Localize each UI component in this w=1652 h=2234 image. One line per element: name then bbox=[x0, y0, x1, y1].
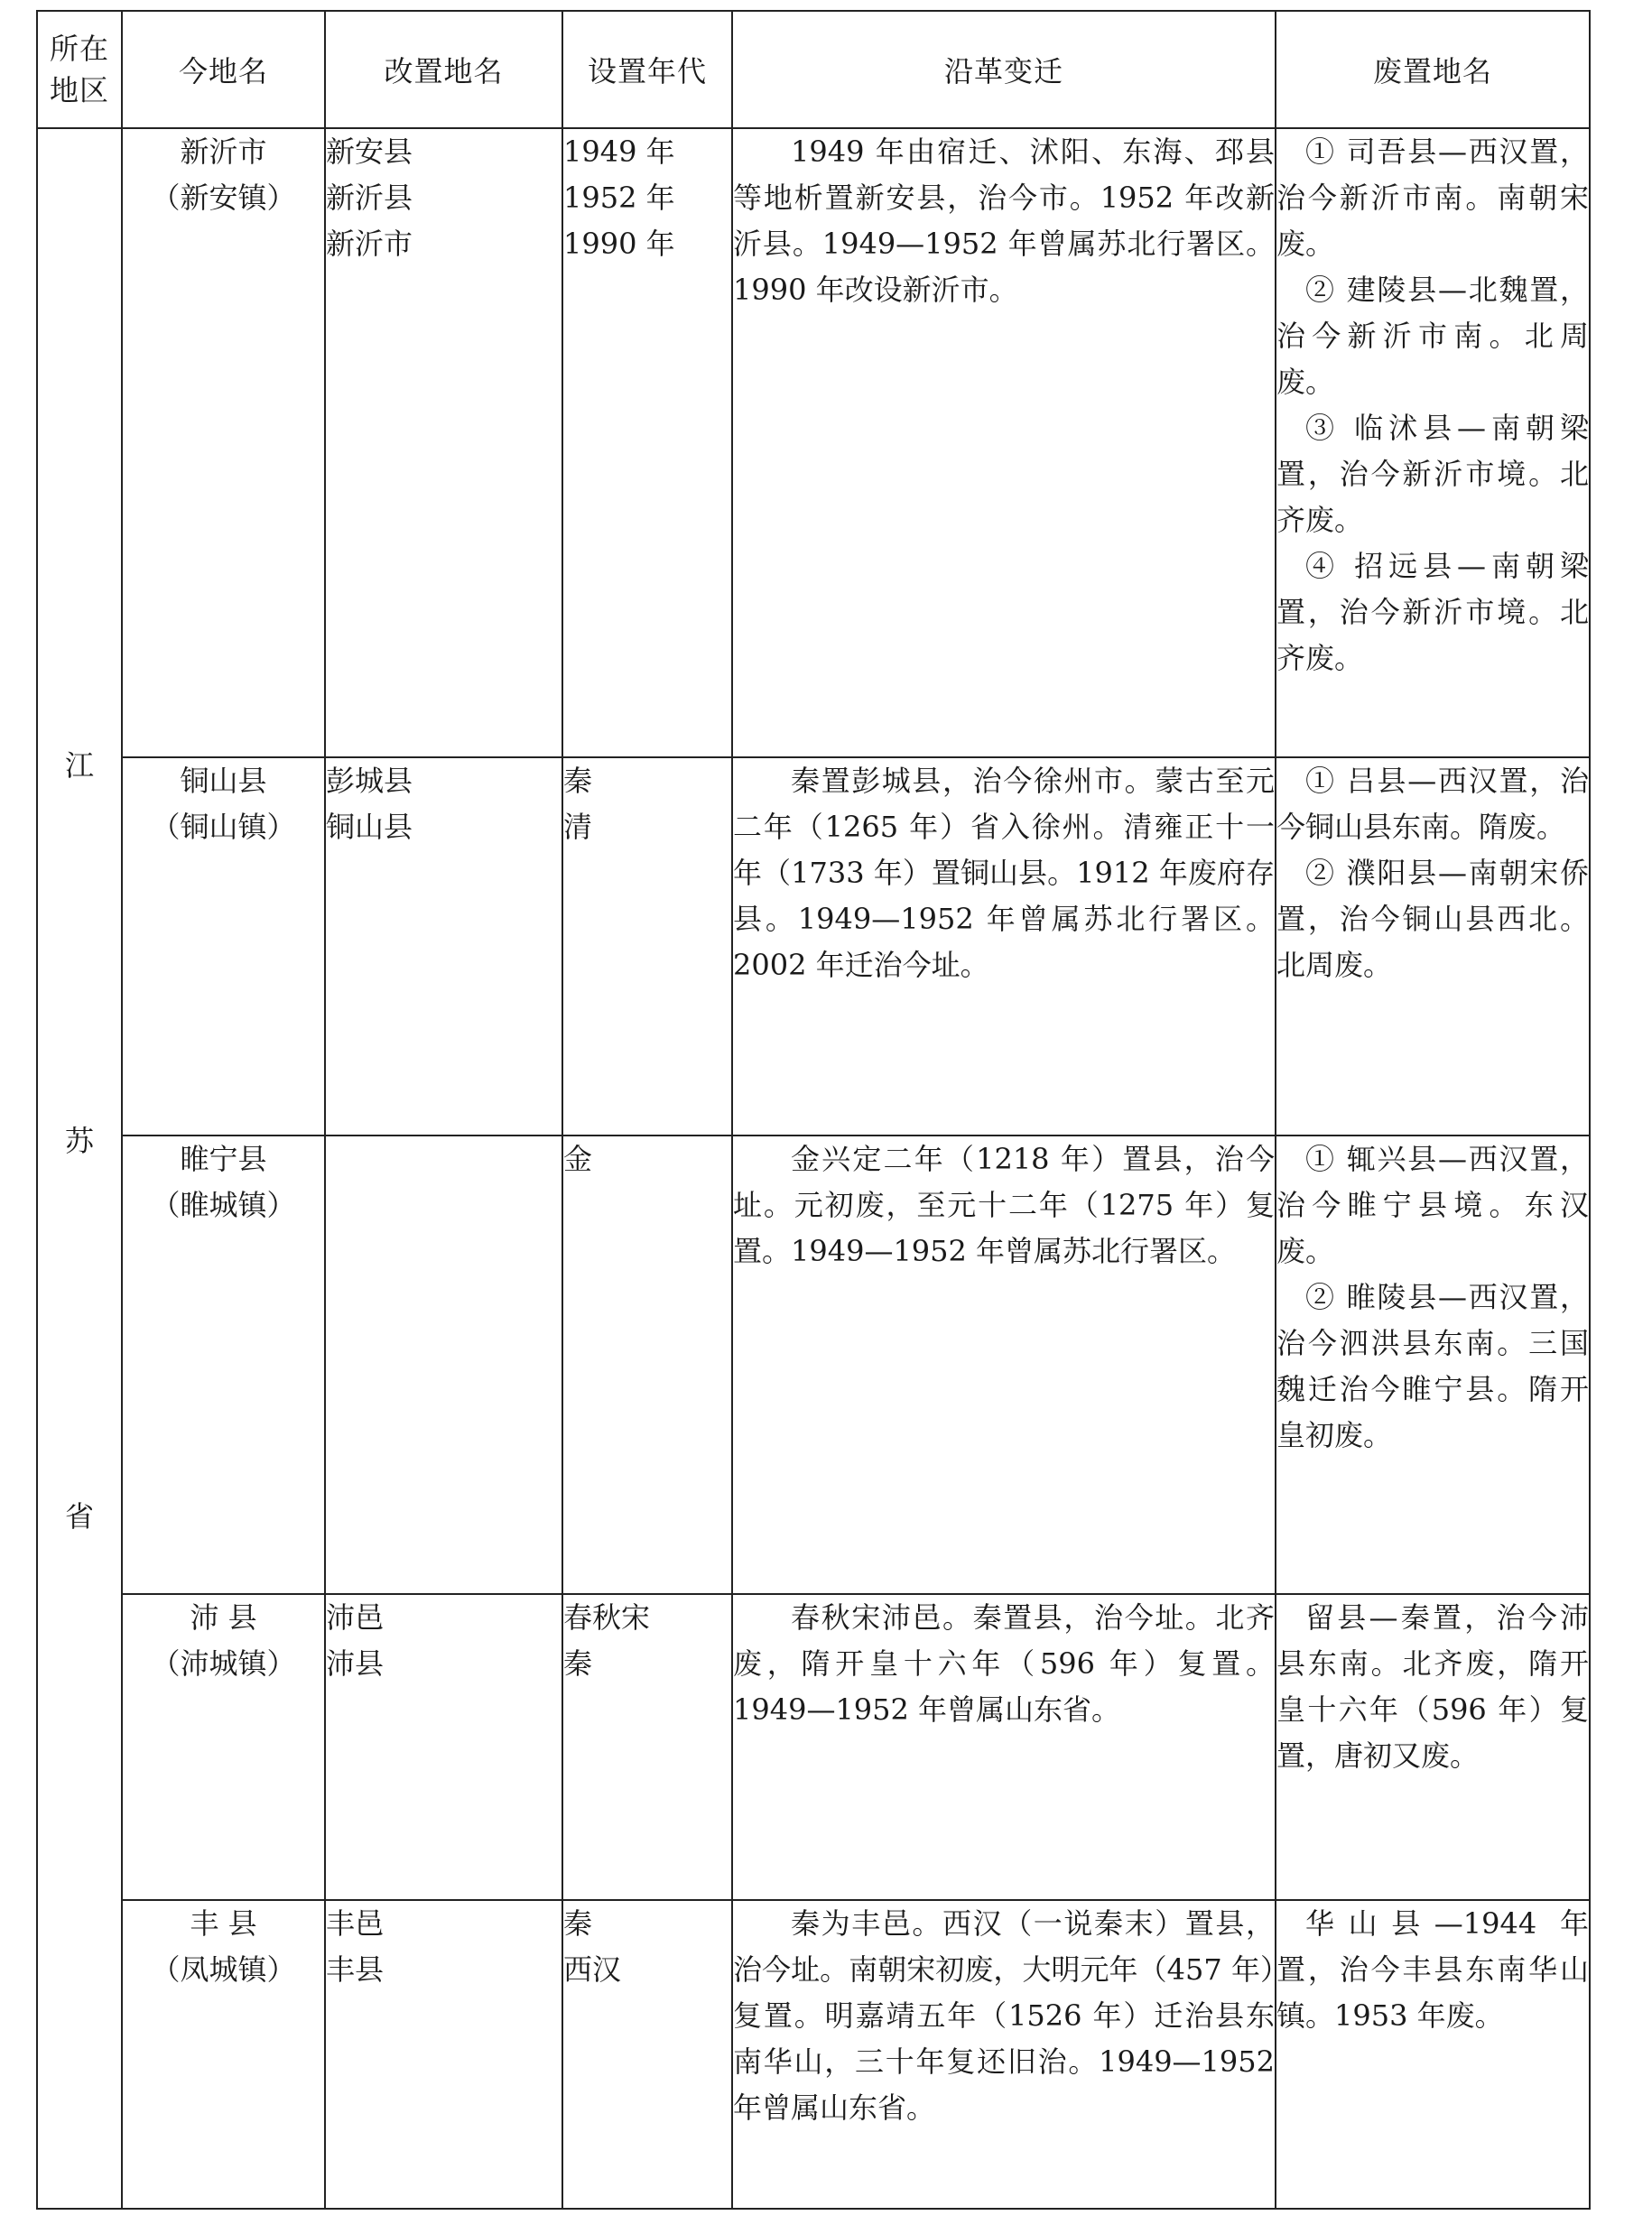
header-abolished: 废置地名 bbox=[1276, 11, 1590, 128]
established-year: 秦 bbox=[563, 764, 593, 798]
renamed-place-cell bbox=[325, 1136, 562, 1594]
header-region bbox=[37, 11, 122, 128]
abolished-cell bbox=[1276, 128, 1590, 757]
renamed-place-cell bbox=[325, 757, 562, 1136]
header-region-line1: 所在 bbox=[49, 32, 109, 66]
table-row bbox=[37, 1594, 1590, 1900]
evolution-text: 1949 年由宿迁、沭阳、东海、邳县等地析置新安县，治今市。1952 年改新沂县。1949—1952 年曾属苏北行署区。1990 年改设新沂市。 bbox=[733, 134, 1275, 307]
current-name: 丰 县 bbox=[190, 1906, 257, 1941]
evolution-text: 春秋宋沛邑。秦置县，治今址。北齐废，隋开皇十六年（596 年）复置。1949—1952 年曾属山东省。 bbox=[733, 1600, 1275, 1727]
county-seat: （沛城镇） bbox=[151, 1646, 296, 1681]
header-current-name: 今地名 bbox=[122, 11, 325, 128]
renamed-place-cell bbox=[325, 1594, 562, 1900]
county-seat: （铜山镇） bbox=[151, 810, 296, 844]
current-name: 铜山县 bbox=[180, 764, 267, 798]
established-year: 1952 年 bbox=[563, 181, 675, 215]
abolished-entry: ② 建陵县—北魏置，治今新沂市南。北周废。 bbox=[1276, 273, 1589, 399]
header-evolution: 沿革变迁 bbox=[732, 11, 1276, 128]
established-year: 春秋宋 bbox=[563, 1600, 651, 1635]
established-cell bbox=[562, 1136, 732, 1594]
current-name-cell bbox=[122, 128, 325, 757]
county-seat: （新安镇） bbox=[151, 181, 296, 215]
header-renamed-place: 改置地名 bbox=[325, 11, 562, 128]
renamed-place: 丰县 bbox=[326, 1952, 385, 1987]
table-row bbox=[37, 1136, 1590, 1594]
region-char: 江 bbox=[64, 748, 94, 783]
abolished-entry: 留县—秦置，治今沛县东南。北齐废，隋开皇十六年（596 年）复置，唐初又废。 bbox=[1276, 1600, 1589, 1773]
renamed-place: 新沂县 bbox=[326, 181, 413, 215]
abolished-cell bbox=[1276, 1136, 1590, 1594]
abolished-entry: 华山县—1944 年置，治今丰县东南华山镇。1953 年废。 bbox=[1276, 1906, 1589, 2033]
region-cell bbox=[37, 128, 122, 2209]
established-cell bbox=[562, 128, 732, 757]
county-seat: （睢城镇） bbox=[151, 1188, 296, 1222]
evolution-cell bbox=[732, 1900, 1276, 2209]
evolution-cell bbox=[732, 1594, 1276, 1900]
table-row bbox=[37, 128, 1590, 757]
evolution-cell bbox=[732, 757, 1276, 1136]
header-region-line2: 地区 bbox=[49, 73, 109, 107]
renamed-place: 彭城县 bbox=[326, 764, 413, 798]
abolished-cell bbox=[1276, 757, 1590, 1136]
established-cell bbox=[562, 1900, 732, 2209]
evolution-text: 金兴定二年（1218 年）置县，治今址。元初废，至元十二年（1275 年）复置。1949—1952 年曾属苏北行署区。 bbox=[733, 1142, 1275, 1268]
established-year: 西汉 bbox=[563, 1952, 622, 1987]
evolution-text: 秦为丰邑。西汉（一说秦末）置县，治今址。南朝宋初废，大明元年（457 年）复置。明嘉靖五年（1526 年）迁治县东南华山，三十年复还旧治。1949—1952 年曾属山东省。 bbox=[733, 1906, 1275, 2125]
renamed-place: 铜山县 bbox=[326, 810, 413, 844]
county-seat: （凤城镇） bbox=[151, 1952, 296, 1987]
evolution-cell bbox=[732, 128, 1276, 757]
evolution-cell bbox=[732, 1136, 1276, 1594]
current-name: 睢宁县 bbox=[180, 1142, 267, 1176]
abolished-entry: ① 辄兴县—西汉置，治今睢宁县境。东汉废。 bbox=[1276, 1142, 1589, 1268]
table-row bbox=[37, 1900, 1590, 2209]
current-name: 新沂市 bbox=[180, 134, 267, 169]
established-cell bbox=[562, 1594, 732, 1900]
current-name: 沛 县 bbox=[190, 1600, 257, 1635]
established-year: 秦 bbox=[563, 1646, 593, 1681]
header-established: 设置年代 bbox=[562, 11, 732, 128]
abolished-entry: ② 濮阳县—南朝宋侨置，治今铜山县西北。北周废。 bbox=[1276, 856, 1589, 982]
evolution-text: 秦置彭城县，治今徐州市。蒙古至元二年（1265 年）省入徐州。清雍正十一年（1733 年）置铜山县。1912 年废府存县。1949—1952 年曾属苏北行署区。2002 年迁治今址。 bbox=[733, 764, 1275, 982]
abolished-entry: ③ 临沭县—南朝梁置，治今新沂市境。北齐废。 bbox=[1276, 411, 1589, 537]
renamed-place: 沛县 bbox=[326, 1646, 385, 1681]
abolished-cell bbox=[1276, 1594, 1590, 1900]
established-cell bbox=[562, 757, 732, 1136]
current-name-cell bbox=[122, 1594, 325, 1900]
abolished-entry: ② 睢陵县—西汉置，治今泗洪县东南。三国魏迁治今睢宁县。隋开皇初废。 bbox=[1276, 1280, 1589, 1452]
established-year: 1949 年 bbox=[563, 134, 675, 169]
abolished-entry: ① 司吾县—西汉置，治今新沂市南。南朝宋废。 bbox=[1276, 134, 1589, 261]
established-year: 清 bbox=[563, 810, 593, 844]
renamed-place: 沛邑 bbox=[326, 1600, 385, 1635]
renamed-place: 新沂市 bbox=[326, 227, 413, 261]
abolished-entry: ① 吕县—西汉置，治今铜山县东南。隋废。 bbox=[1276, 764, 1589, 844]
renamed-place: 新安县 bbox=[326, 134, 413, 169]
region-char: 省 bbox=[64, 1499, 94, 1534]
established-year: 秦 bbox=[563, 1906, 593, 1941]
table-row bbox=[37, 757, 1590, 1136]
current-name-cell bbox=[122, 757, 325, 1136]
current-name-cell bbox=[122, 1136, 325, 1594]
header-row bbox=[37, 11, 1590, 128]
current-name-cell bbox=[122, 1900, 325, 2209]
abolished-entry: ④ 招远县—南朝梁置，治今新沂市境。北齐废。 bbox=[1276, 549, 1589, 675]
renamed-place: 丰邑 bbox=[326, 1906, 385, 1941]
renamed-place-cell bbox=[325, 1900, 562, 2209]
gazetteer-table bbox=[36, 10, 1591, 2210]
abolished-cell bbox=[1276, 1900, 1590, 2209]
established-year: 1990 年 bbox=[563, 227, 675, 261]
renamed-place-cell bbox=[325, 128, 562, 757]
region-char: 苏 bbox=[64, 1124, 94, 1158]
established-year: 金 bbox=[563, 1142, 593, 1176]
